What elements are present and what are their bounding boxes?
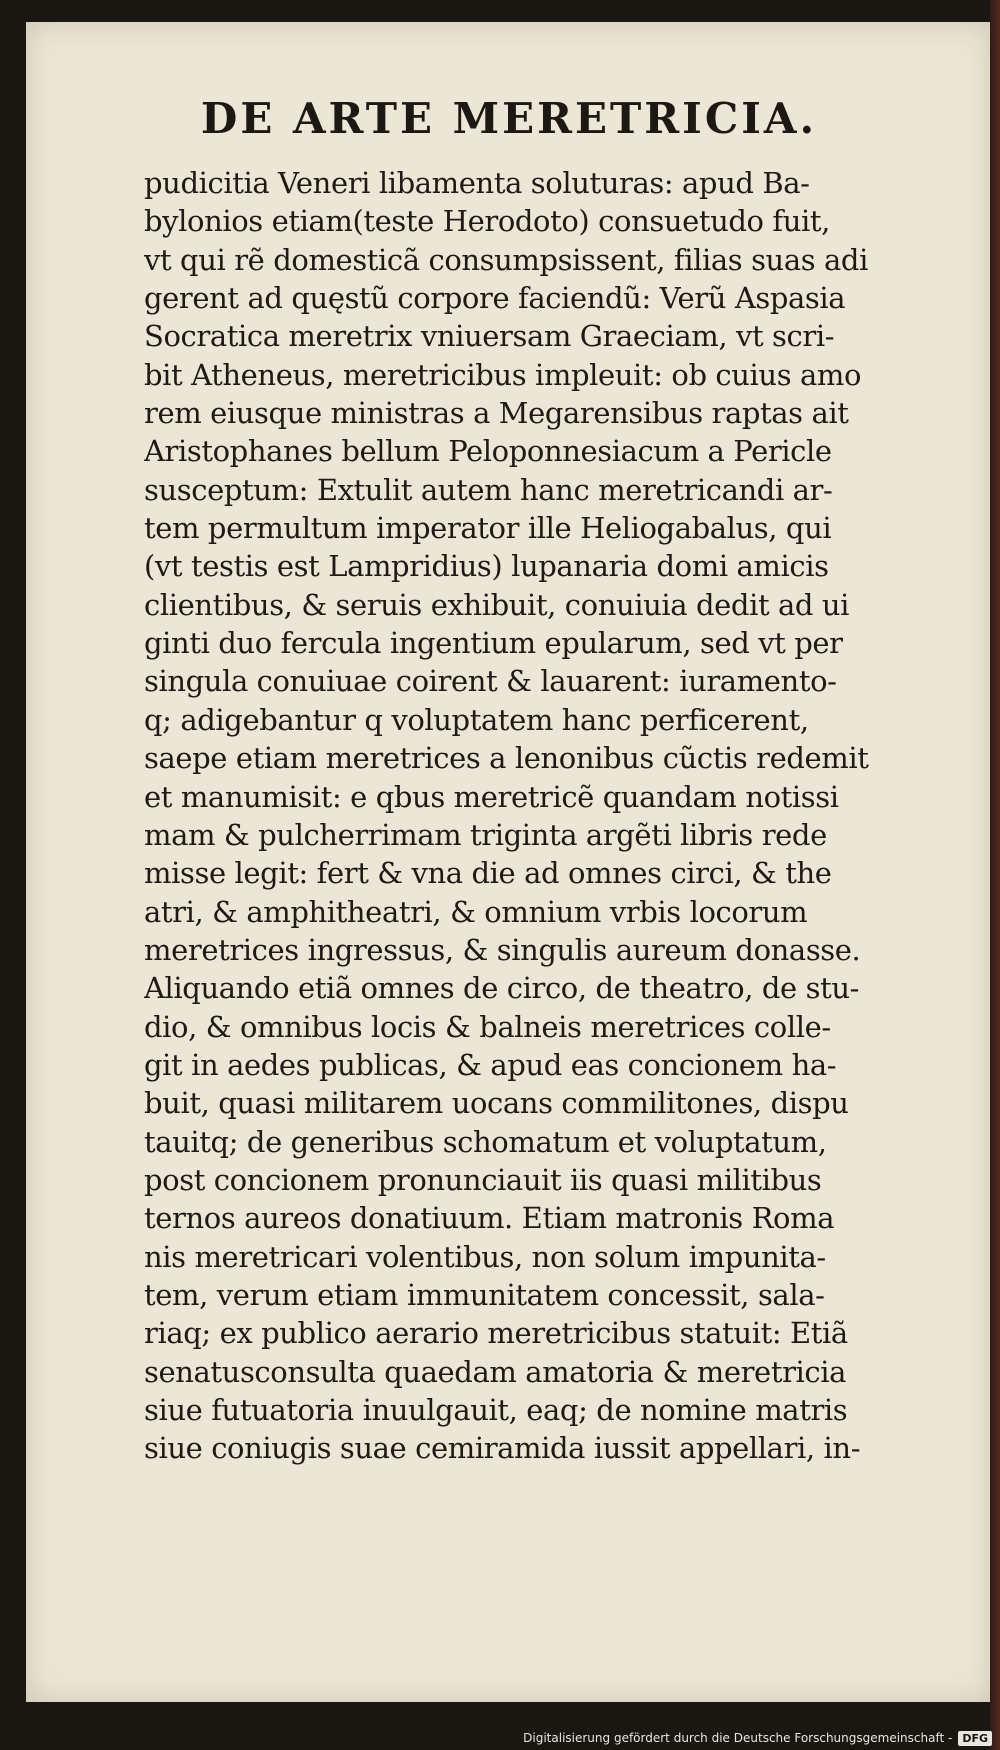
text-line: susceptum: Extulit autem hanc meretricandi ar- <box>144 472 833 507</box>
footer <box>523 1728 992 1748</box>
text-line: clientibus, & seruis exhibuit, conuiuia dedit ad ui <box>144 587 850 622</box>
text-line: atri, & amphitheatri, & omnium vrbis locorum <box>144 894 808 929</box>
text-line: ginti duo fercula ingentium epularum, sed vt per <box>144 626 843 661</box>
text-line: bylonios etiam(teste Herodoto) consuetudo fuit, <box>144 204 830 239</box>
text-line: tem, verum etiam immunitatem concessit, sala- <box>144 1277 825 1312</box>
text-line: post concionem pronunciauit iis quasi militibus <box>144 1162 822 1197</box>
dfg-logo: DFG <box>958 1731 992 1746</box>
text-line: mam & pulcherrimam triginta argẽti libris rede <box>144 817 827 852</box>
text-line: rem eiusque ministras a Megarensibus raptas ait <box>144 396 849 431</box>
text-line: siue futuatoria inuulgauit, eaq; de nomine matris <box>144 1393 848 1427</box>
text-line: bit Atheneus, meretricibus impleuit: ob cuius amo <box>144 357 862 392</box>
text-line: dio, & omnibus locis & balneis meretrices colle- <box>144 1009 831 1044</box>
text-line: misse legit: fert & vna die ad omnes circi, & the <box>144 856 832 891</box>
text-line: meretrices ingressus, & singulis aureum donasse. <box>144 932 861 967</box>
book-edge <box>990 0 1000 1750</box>
text-line: ternos aureos donatiuum. Etiam matronis Roma <box>144 1201 835 1236</box>
text-line: saepe etiam meretrices a lenonibus cũctis redemit <box>144 741 869 776</box>
text-line: buit, quasi militarem uocans commilitones, dispu <box>144 1086 849 1121</box>
text-line: singula conuiuae coirent & lauarent: iuramento- <box>144 664 837 699</box>
text-line: (vt testis est Lampridius) lupanaria domi amicis <box>144 549 829 584</box>
running-head: DE ARTE MERETRICIA. <box>200 94 818 143</box>
text-line: Aliquando etiã omnes de circo, de theatro, de stu- <box>144 971 859 1006</box>
text-line: gerent ad quęstũ corpore faciendũ: Verũ Aspasia <box>144 281 846 316</box>
text-line: riaq; ex publico aerario meretricibus statuit: Etiã <box>144 1316 848 1351</box>
text-line: git in aedes publicas, & apud eas concionem ha- <box>144 1047 837 1082</box>
text-line: tauitq; de generibus schomatum et voluptatum, <box>144 1124 827 1159</box>
book-page <box>26 22 992 1702</box>
text-line: tem permultum imperator ille Heliogabalus, qui <box>144 511 832 546</box>
footer-credit: Digitalisierung gefördert durch die Deutsche Forschungsgemeinschaft - <box>523 1731 953 1745</box>
text-line: Aristophanes bellum Peloponnesiacum a Pericle <box>144 434 832 469</box>
text-line: pudicitia Veneri libamenta soluturas: apud Ba- <box>144 166 810 200</box>
text-line: Socratica meretrix vniuersam Graeciam, vt scri- <box>144 319 835 354</box>
text-line: q; adigebantur q voluptatem hanc perficerent, <box>144 702 809 737</box>
text-line: siue coniugis suae cemiramida iussit appellari, in- <box>144 1431 861 1466</box>
body-text <box>144 164 944 1468</box>
text-line: nis meretricari volentibus, non solum impunita- <box>144 1239 826 1274</box>
text-line: et manumisit: e qbus meretricẽ quandam notissi <box>144 779 839 814</box>
text-line: senatusconsulta quaedam amatoria & meretricia <box>144 1354 847 1389</box>
text-line: vt qui rẽ domesticã consumpsissent, filias suas adi <box>144 242 868 277</box>
